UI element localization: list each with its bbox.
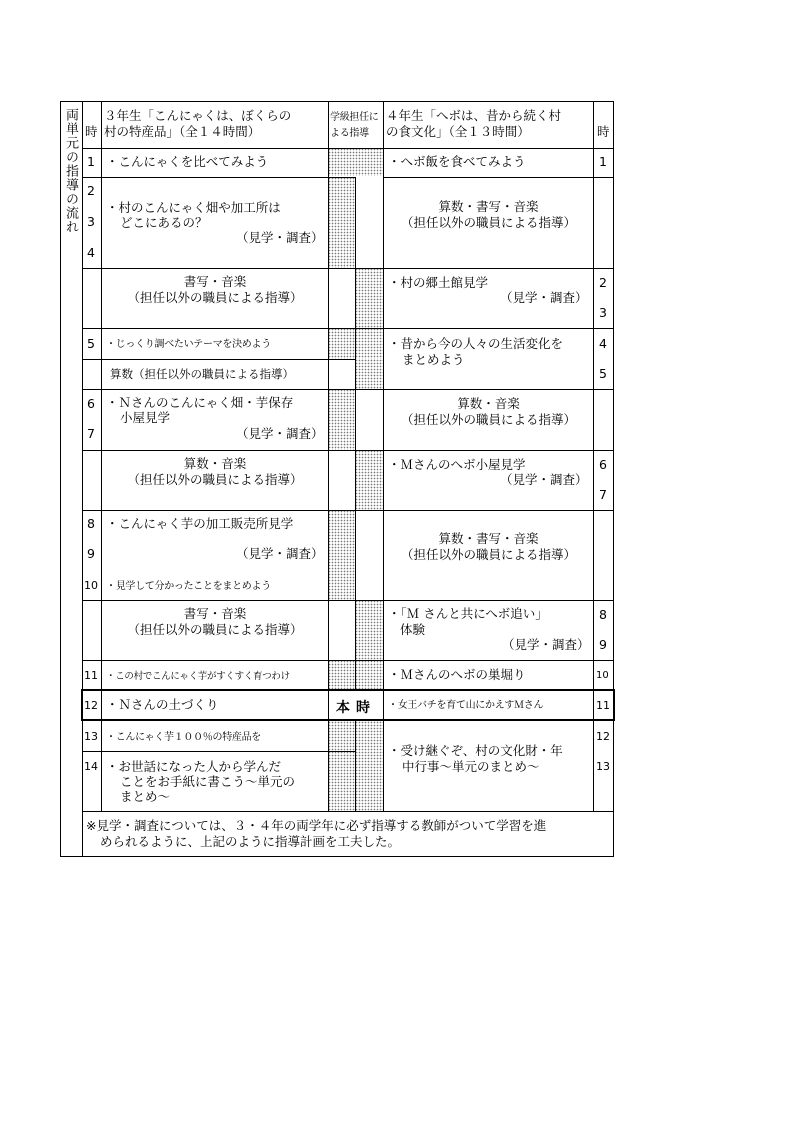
left-hour-9: 9 [87, 546, 95, 561]
g4-lesson-1: ・へボ飯を食べてみよう [388, 154, 526, 169]
right-hour-4: 4 [599, 336, 607, 351]
side-label: 両単元の指導の流れ [63, 108, 78, 234]
g3-lesson-12: ・Ｎさんの土づくり [106, 697, 219, 712]
left-hour-1: 1 [87, 154, 95, 169]
g4-other-c-line2: （担任以外の職員による指導） [400, 547, 576, 562]
g3-lesson-14-line3: まとめ～ [120, 789, 171, 804]
g3-lesson-13: ・こんにゃく芋１００％の特産品を [106, 732, 261, 743]
footnote-line2: められるように、上記のように指導計画を工夫した。 [100, 834, 401, 849]
left-hour-3: 3 [87, 214, 95, 229]
right-hour-8: 8 [599, 607, 607, 622]
g3-math-row: 算数（担任以外の職員による指導） [110, 367, 294, 381]
right-hour-11: 11 [596, 699, 610, 712]
g3-lesson-6-note: （見学・調査） [236, 426, 324, 441]
right-hour-7: 7 [599, 487, 607, 502]
left-hour-14: 14 [84, 760, 98, 773]
g4-other-b-line1: 算数・音楽 [457, 396, 520, 411]
right-hour-13: 13 [596, 760, 610, 773]
left-hour-2: 2 [87, 183, 95, 198]
header-middle-line2: よる指導 [330, 128, 369, 139]
g3-lesson-2-line1: ・村のこんにゃく畑や加工所は [106, 200, 281, 215]
left-hour-6: 6 [87, 396, 95, 411]
g4-lesson-11: ・女王バチを育て山にかえすＭさん [388, 700, 544, 711]
g3-lesson-14-line2: ことをお手紙に書こう～単元の [120, 774, 296, 789]
header-grade4-title-line1: ４年生「へボは、昔から続く村 [386, 108, 562, 123]
right-hour-5: 5 [599, 366, 607, 381]
header-middle-line1: 学級担任に [330, 112, 379, 123]
g4-lesson-2: ・村の郷土館見学 [388, 275, 489, 290]
right-hour-9: 9 [599, 637, 607, 652]
g3-lesson-8: ・こんにゃく芋の加工販売所見学 [106, 516, 294, 531]
g4-lesson-8-note: （見学・調査） [502, 637, 590, 652]
g3-other-b-line2: （担任以外の職員による指導） [127, 472, 303, 487]
g4-lesson-8-line1: ・「Ｍ さんと共にへボ追い」 [388, 606, 548, 621]
g3-lesson-8-note: （見学・調査） [236, 546, 324, 561]
g3-lesson-5: ・じっくり調べたいテーマを決めよう [106, 339, 271, 350]
left-hour-10: 10 [84, 579, 98, 592]
g3-lesson-6-line2: 小屋見学 [120, 410, 171, 425]
g4-other-c-line1: 算数・書写・音楽 [438, 531, 539, 546]
left-hour-5: 5 [87, 336, 95, 351]
g4-lesson-2-note: （見学・調査） [500, 290, 588, 305]
left-hour-8: 8 [87, 516, 95, 531]
g4-other-a-line1: 算数・書写・音楽 [438, 199, 539, 214]
left-hour-12: 12 [84, 699, 98, 712]
g3-other-c-line1: 書写・音楽 [183, 606, 247, 621]
g4-lesson-12-line1: ・受け継ぐぞ、村の文化財・年 [388, 743, 563, 758]
g3-lesson-1: ・こんにゃくを比べてみよう [106, 154, 269, 169]
g4-lesson-8-line2: 体験 [400, 622, 426, 637]
left-hour-4: 4 [87, 245, 95, 260]
g3-lesson-2-note: （見学・調査） [236, 230, 324, 245]
g3-lesson-2-line2: どこにあるの？ [120, 215, 208, 230]
g3-lesson-6-line1: ・Ｎさんのこんにゃく畑・芋保存 [106, 395, 294, 410]
left-hour-11: 11 [84, 669, 98, 682]
right-hour-6: 6 [599, 457, 607, 472]
right-hour-2: 2 [599, 275, 607, 290]
g3-other-a-line2: （担任以外の職員による指導） [127, 290, 303, 305]
g4-lesson-6: ・Ｍさんのへボ小屋見学 [388, 457, 526, 472]
header-grade3-title-line2: 村の特産品」（全１４時間） [104, 124, 261, 139]
header-right-hour: 時 [597, 124, 610, 139]
right-hour-12: 12 [596, 730, 610, 743]
right-hour-10: 10 [596, 670, 609, 681]
footnote-line1: ※見学・調査については、３・４年の両学年に必ず指導する教師がついて学習を進 [86, 818, 547, 833]
g3-lesson-11: ・この村でこんにゃく芋がすくすく育つわけ [106, 671, 290, 682]
current-lesson-label: 本時 [336, 700, 376, 716]
header-left-hour: 時 [85, 124, 98, 139]
g4-lesson-12-line2: 中行事～単元のまとめ～ [402, 759, 540, 774]
g4-lesson-4-line2: まとめよう [402, 352, 465, 367]
g4-lesson-4-line1: ・昔から今の人々の生活変化を [388, 336, 564, 351]
g3-other-b-line1: 算数・音楽 [183, 456, 247, 471]
left-hour-7: 7 [87, 426, 95, 441]
g4-lesson-10: ・Ｍさんのへボの巣堀り [388, 667, 526, 682]
g4-other-b-line2: （担任以外の職員による指導） [400, 412, 576, 427]
g4-other-a-line2: （担任以外の職員による指導） [400, 215, 576, 230]
right-hour-3: 3 [599, 305, 607, 320]
right-hour-1: 1 [599, 154, 607, 169]
header-grade3-title-line1: ３年生「こんにゃくは、ぼくらの [104, 108, 292, 123]
g4-lesson-6-note: （見学・調査） [500, 472, 588, 487]
g3-lesson-10: ・見学して分かったことをまとめよう [106, 581, 271, 592]
header-grade4-title-line2: の食文化」（全１３時間） [386, 124, 530, 139]
g3-other-c-line2: （担任以外の職員による指導） [127, 622, 303, 637]
g3-lesson-14-line1: ・お世話になった人から学んだ [106, 759, 282, 774]
g3-other-a-line1: 書写・音楽 [183, 274, 247, 289]
left-hour-13: 13 [84, 730, 98, 743]
